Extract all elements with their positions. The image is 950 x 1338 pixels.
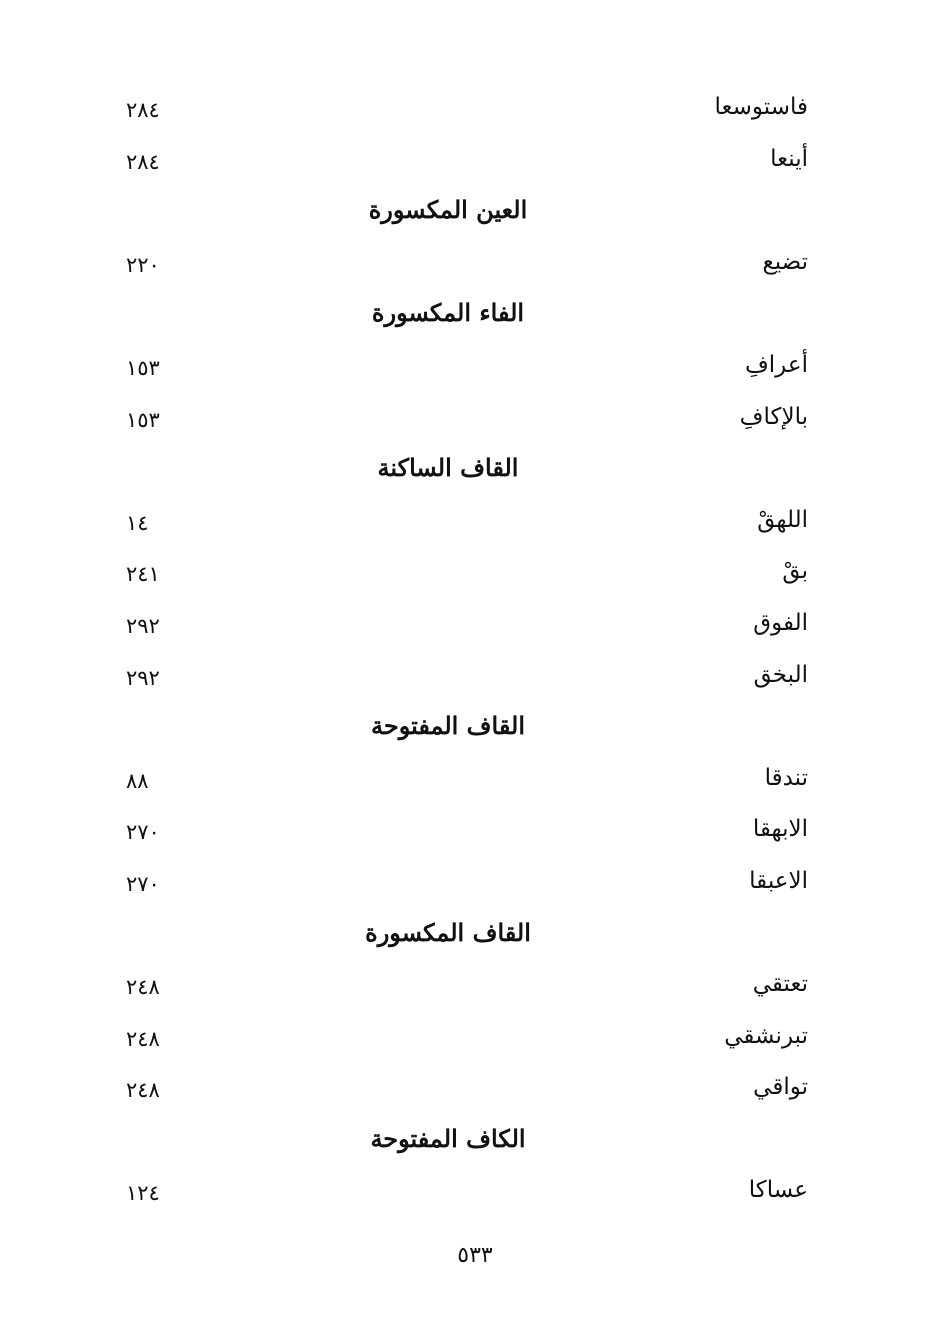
section-heading: [120, 705, 816, 757]
entry-page-number: ٢٨٤: [126, 149, 160, 174]
entry-word: الاعبقا: [749, 867, 808, 894]
entry-page-number: ١٥٣: [126, 355, 160, 380]
entry-page-number: ٢٧٠: [126, 871, 160, 896]
entry-word: تواقي: [753, 1074, 808, 1101]
section-heading-text: القاف الساكنة: [377, 453, 519, 483]
section-heading: [120, 189, 816, 241]
section-heading: [120, 447, 816, 499]
index-entry: [120, 654, 816, 706]
section-heading: [120, 912, 816, 964]
entry-word: تندقا: [764, 764, 808, 791]
section-heading-text: العين المكسورة: [368, 195, 528, 225]
index-entry: [120, 86, 816, 138]
entry-page-number: ٢٢٠: [126, 252, 160, 277]
entry-word: اللهقْ: [757, 506, 808, 533]
index-entry: [120, 1015, 816, 1067]
entry-page-number: ٢٩٢: [126, 613, 160, 638]
entry-page-number: ٢٤٨: [126, 1078, 160, 1103]
section-heading: [120, 1118, 816, 1170]
index-entry: [120, 757, 816, 809]
index-entry: [120, 344, 816, 396]
index-entry: [120, 1169, 816, 1221]
section-heading-text: الكاف المفتوحة: [370, 1123, 526, 1153]
index-entry: [120, 550, 816, 602]
section-heading-text: القاف المفتوحة: [370, 711, 525, 741]
section-heading: [120, 292, 816, 344]
entry-word: البخق: [753, 661, 808, 688]
entry-word: الابهقا: [752, 816, 808, 843]
entry-page-number: ٢٤٨: [126, 975, 160, 1000]
entry-word: أعرافِ: [744, 351, 808, 378]
index-entry: [120, 808, 816, 860]
entry-page-number: ٢٩٢: [126, 665, 160, 690]
entry-page-number: ١٢٤: [126, 1181, 160, 1206]
entry-page-number: ٢٨٤: [126, 98, 160, 122]
entry-page-number: ٢٧٠: [126, 820, 160, 845]
index-entry: [120, 499, 816, 551]
index-entry: [120, 1066, 816, 1118]
entry-word: عساكا: [748, 1177, 808, 1204]
index-entry: [120, 963, 816, 1015]
entry-word: بقْ: [782, 558, 808, 585]
section-heading-text: الفاء المكسورة: [371, 298, 525, 328]
entry-page-number: ١٥٣: [126, 407, 160, 432]
page-number: ٥٣٣: [457, 1243, 493, 1268]
entry-word: تبرنشقي: [724, 1022, 808, 1049]
index-entry: [120, 396, 816, 448]
entry-word: فاستوسعا: [714, 94, 808, 120]
entry-word: الفوق: [753, 609, 808, 636]
index-entry: [120, 138, 816, 190]
entry-word: تضيع: [762, 248, 808, 275]
entry-page-number: ٢٤٨: [126, 1026, 160, 1051]
index-entry: [120, 602, 816, 654]
index-entry: [120, 241, 816, 293]
entry-page-number: ٢٤١: [126, 562, 160, 587]
index-entries: [120, 86, 816, 1221]
entry-word: أينعا: [770, 145, 808, 172]
entry-word: تعتقي: [752, 971, 808, 998]
entry-page-number: ١٤: [126, 510, 149, 535]
entry-word: بالإكافِ: [739, 403, 808, 430]
section-heading-text: القاف المكسورة: [365, 917, 531, 947]
entry-page-number: ٨٨: [126, 768, 149, 793]
index-entry: [120, 860, 816, 912]
